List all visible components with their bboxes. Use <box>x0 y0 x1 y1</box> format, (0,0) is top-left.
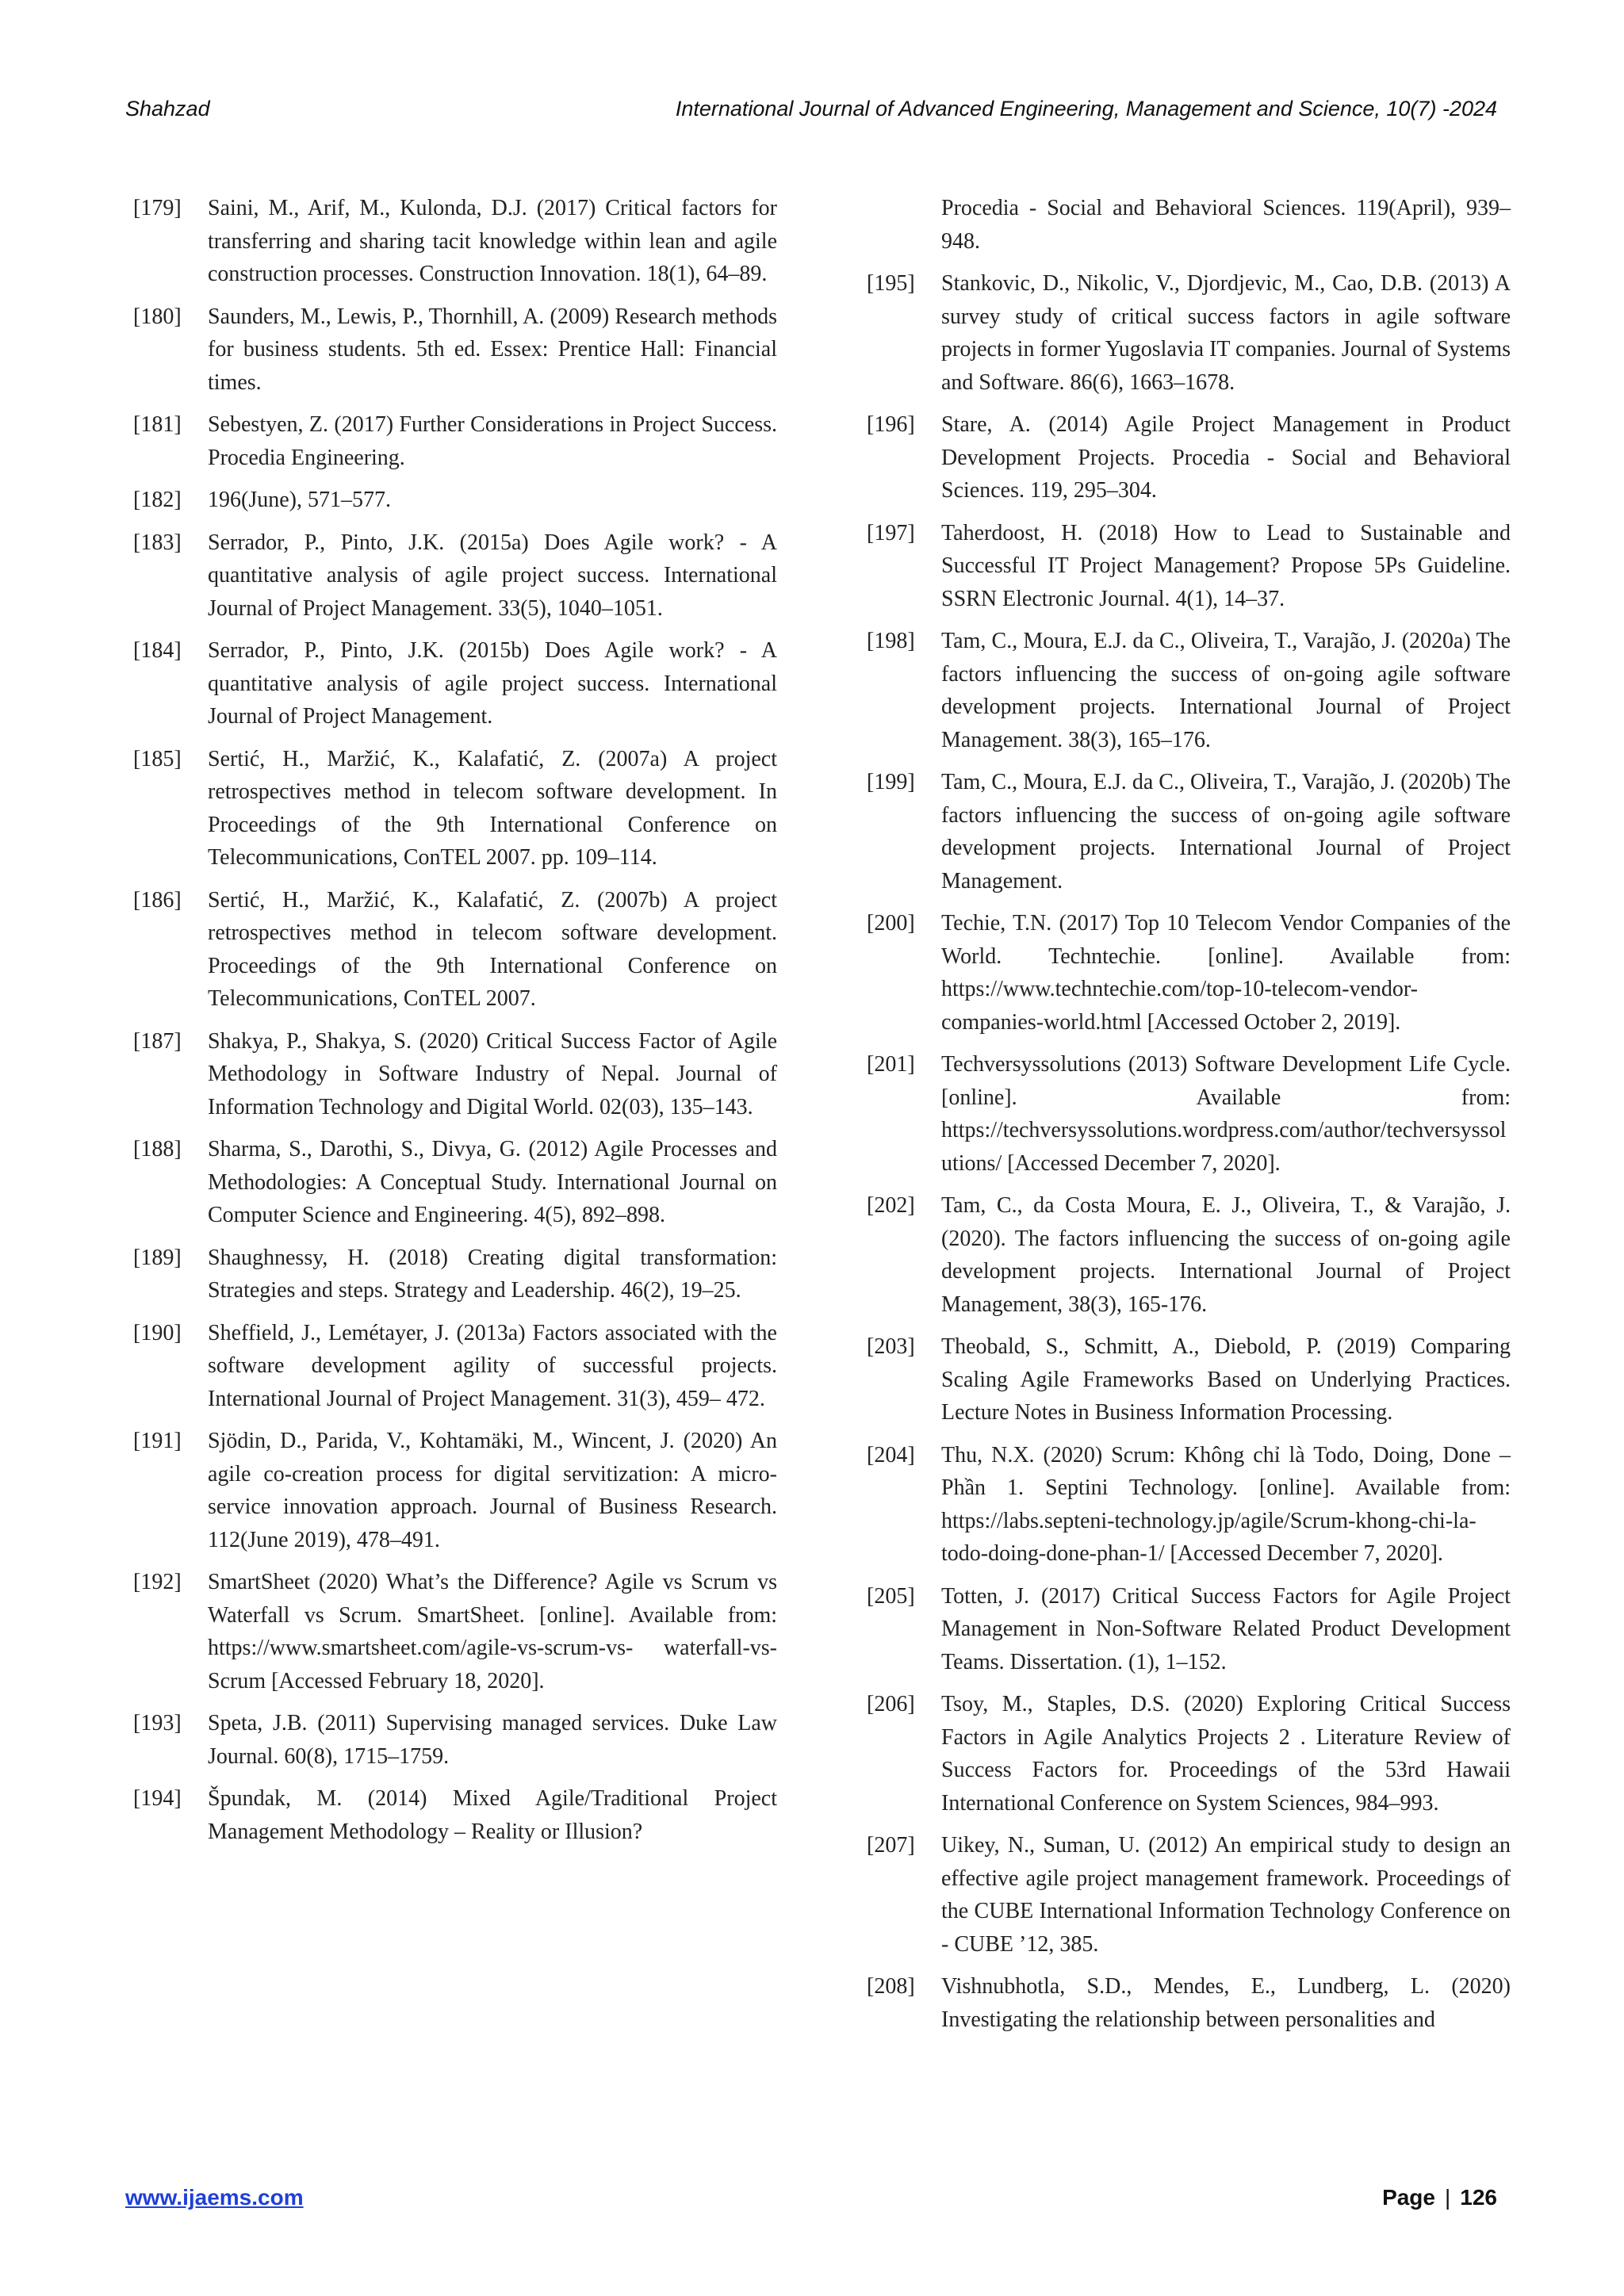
reference-number: [193] <box>133 1711 182 1735</box>
reference-number: [190] <box>133 1320 182 1345</box>
reference-item <box>133 884 777 1016</box>
reference-text: Saini, M., Arif, M., Kulonda, D.J. (2017) Critical factors for transferring and sharing tacit knowledge within lean and agile construction processes. Construction Innovation. 18(1), 64–89. <box>208 196 777 286</box>
reference-number: [187] <box>133 1028 182 1054</box>
reference-number: [189] <box>133 1245 182 1270</box>
reference-text: Saunders, M., Lewis, P., Thornhill, A. (2009) Research methods for business students. 5th ed. Essex: Prentice Hall: Financial times. <box>208 304 777 395</box>
reference-text: Tam, C., Moura, E.J. da C., Oliveira, T., Varajão, J. (2020b) The factors influencing the success of on-going agile software development projects. International Journal of Project Management. <box>941 770 1511 894</box>
reference-text: Serrador, P., Pinto, J.K. (2015b) Does Agile work? - A quantitative analysis of agile project success. International Journal of Project Management. <box>208 638 777 729</box>
reference-text: Shakya, P., Shakya, S. (2020) Critical Success Factor of Agile Methodology in Software Industry of Nepal. Journal of Information Technology and Digital World. 02(03), 135–143. <box>208 1028 777 1119</box>
reference-item <box>133 300 777 400</box>
reference-number: [196] <box>867 412 915 437</box>
reference-item <box>867 907 1511 1039</box>
reference-text: Serrador, P., Pinto, J.K. (2015a) Does Agile work? - A quantitative analysis of agile project success. International Journal of Project Management. 33(5), 1040–1051. <box>208 530 777 621</box>
reference-text: Tam, C., da Costa Moura, E. J., Oliveira, T., & Varajão, J. (2020). The factors influencing the success of on-going agile development projects. International Journal of Project Management, 38(3), 165-176. <box>941 1193 1511 1317</box>
reference-item <box>133 1025 777 1124</box>
reference-text: Sebestyen, Z. (2017) Further Considerations in Project Success. Procedia Engineering. <box>208 412 777 470</box>
reference-text: Sertić, H., Maržić, K., Kalafatić, Z. (2007a) A project retrospectives method in telecom software development. In Proceedings of the 9th International Conference on Telecommunications, ConTEL 2007. pp. 109–114. <box>208 746 777 870</box>
reference-number: [201] <box>867 1052 915 1077</box>
reference-item <box>133 1707 777 1773</box>
page-label: Page <box>1382 2185 1435 2210</box>
reference-number: [200] <box>867 911 915 936</box>
reference-number: [198] <box>867 629 915 653</box>
reference-item <box>867 1439 1511 1571</box>
reference-item <box>133 743 777 874</box>
reference-text: Shaughnessy, H. (2018) Creating digital transformation: Strategies and steps. Strategy and Leadership. 46(2), 19–25. <box>208 1245 777 1303</box>
reference-item <box>867 517 1511 616</box>
reference-text: 196(June), 571–577. <box>208 488 391 512</box>
reference-item <box>133 1566 777 1697</box>
reference-text: Taherdoost, H. (2018) How to Lead to Sustainable and Successful IT Project Management? Propose 5Ps Guideline. SSRN Electronic Journal. 4(1), 14–37. <box>941 520 1511 611</box>
reference-item <box>133 484 777 517</box>
reference-number: [204] <box>867 1442 915 1468</box>
reference-text: Tsoy, M., Staples, D.S. (2020) Exploring Critical Success Factors in Agile Analytics Projects 2 . Literature Review of Success Factors for. Proceedings of the 53rd Hawaii International Conference on System Sciences, 984–993. <box>941 1692 1511 1816</box>
reference-item <box>867 1829 1511 1961</box>
reference-item <box>133 634 777 733</box>
page-number: 126 <box>1460 2185 1497 2210</box>
reference-text: Techie, T.N. (2017) Top 10 Telecom Vendor Companies of the World. Techntechie. [online]. Available from: https://www.techntechie.com/top-10-telecom-vendor-companies-world.html [Accessed October 2, 2019]. <box>941 911 1511 1035</box>
references-column-left <box>133 192 777 1858</box>
reference-text: Špundak, M. (2014) Mixed Agile/Traditional Project Management Methodology – Reality or Illusion? <box>208 1786 777 1844</box>
reference-item <box>133 1133 777 1232</box>
reference-number: [188] <box>133 1137 182 1161</box>
reference-number: [197] <box>867 520 915 545</box>
reference-number: [202] <box>867 1193 915 1218</box>
reference-number: [199] <box>867 770 915 794</box>
reference-item <box>867 408 1511 507</box>
reference-item <box>867 1580 1511 1679</box>
reference-number: [184] <box>133 638 182 663</box>
reference-number: [192] <box>133 1570 182 1594</box>
reference-item <box>867 1330 1511 1429</box>
reference-item <box>867 625 1511 756</box>
reference-number: [180] <box>133 304 182 329</box>
reference-item <box>867 1189 1511 1321</box>
reference-text: Sharma, S., Darothi, S., Divya, G. (2012) Agile Processes and Methodologies: A Conceptual Study. International Journal on Computer Science and Engineering. 4(5), 892–898. <box>208 1137 777 1227</box>
reference-text: Theobald, S., Schmitt, A., Diebold, P. (2019) Comparing Scaling Agile Frameworks Based on Underlying Practices. Lecture Notes in Business Information Processing. <box>941 1334 1511 1425</box>
reference-number: [185] <box>133 746 182 771</box>
reference-text: Totten, J. (2017) Critical Success Factors for Agile Project Management in Non-Software Related Product Development Teams. Dissertation. (1), 1–152. <box>941 1583 1511 1674</box>
page-number-label <box>1382 2185 1497 2210</box>
reference-number: [205] <box>867 1583 915 1609</box>
reference-text: Stankovic, D., Nikolic, V., Djordjevic, M., Cao, D.B. (2013) A survey study of critical success factors in agile software projects in former Yugoslavia IT companies. Journal of Systems and Software. 86(6), 1663–1678. <box>941 271 1511 395</box>
reference-text: Thu, N.X. (2020) Scrum: Không chỉ là Todo, Doing, Done – Phần 1. Septini Technology. [online]. Available from: https://labs.septeni-technology.jp/agile/Scrum-khong-chi-la- todo-doing-done-phan-1/ [Accessed December 7, 2020]. <box>941 1442 1511 1566</box>
reference-number: [207] <box>867 1833 915 1858</box>
reference-text: Sjödin, D., Parida, V., Kohtamäki, M., Wincent, J. (2020) An agile co-creation process for digital servitization: A micro-service innovation approach. Journal of Business Research. 112(June 2019), 478–491. <box>208 1429 777 1552</box>
reference-text: Tam, C., Moura, E.J. da C., Oliveira, T., Varajão, J. (2020a) The factors influencing the success of on-going agile software development projects. International Journal of Project Management. 38(3), 165–176. <box>941 629 1511 752</box>
reference-number: [186] <box>133 887 182 913</box>
reference-text: Vishnubhotla, S.D., Mendes, E., Lundberg, L. (2020) Investigating the relationship between personalities and <box>941 1974 1511 2032</box>
journal-website-link[interactable]: www.ijaems.com <box>125 2185 304 2210</box>
reference-item <box>867 1688 1511 1820</box>
reference-text: Procedia - Social and Behavioral Sciences. 119(April), 939–948. <box>941 196 1511 254</box>
reference-item <box>133 1242 777 1307</box>
page-separator: | <box>1445 2185 1451 2210</box>
reference-number: [182] <box>133 488 182 512</box>
reference-number: [181] <box>133 412 182 437</box>
reference-number: [195] <box>867 271 915 296</box>
reference-text: Speta, J.B. (2011) Supervising managed services. Duke Law Journal. 60(8), 1715–1759. <box>208 1711 777 1769</box>
reference-number: [191] <box>133 1429 182 1453</box>
reference-text: Stare, A. (2014) Agile Project Management in Product Development Projects. Procedia - Social and Behavioral Sciences. 119, 295–304. <box>941 412 1511 503</box>
reference-number: [194] <box>133 1786 182 1811</box>
header-author: Shahzad <box>125 97 210 121</box>
reference-text: Sertić, H., Maržić, K., Kalafatić, Z. (2007b) A project retrospectives method in telecom software development. Proceedings of the 9th International Conference on Telecommunications, ConTEL 2007. <box>208 887 777 1011</box>
reference-item <box>133 1782 777 1848</box>
reference-text: Sheffield, J., Lemétayer, J. (2013a) Factors associated with the software development agility of successful projects. International Journal of Project Management. 31(3), 459– 472. <box>208 1320 777 1411</box>
reference-item <box>133 1425 777 1556</box>
reference-number: [179] <box>133 196 182 220</box>
header-journal-title: International Journal of Advanced Engineering, Management and Science, 10(7) -2024 <box>675 97 1497 121</box>
reference-item <box>867 267 1511 399</box>
reference-text: SmartSheet (2020) What’s the Difference? Agile vs Scrum vs Waterfall vs Scrum. SmartSheet. [online]. Available from: https://www.smartsheet.com/agile-vs-scrum-vs- waterfall-vs-Scrum [Accessed February 18, 2020]. <box>208 1570 777 1693</box>
reference-number: [203] <box>867 1334 915 1359</box>
reference-number: [206] <box>867 1692 915 1716</box>
references-column-right <box>867 192 1511 2045</box>
reference-text: Uikey, N., Suman, U. (2012) An empirical study to design an effective agile project management framework. Proceedings of the CUBE International Information Technology Conference on - CUBE ’12, 385. <box>941 1833 1511 1957</box>
reference-number: [183] <box>133 530 182 555</box>
reference-item <box>867 1048 1511 1180</box>
reference-number: [208] <box>867 1974 915 1999</box>
reference-item <box>133 408 777 474</box>
reference-item <box>133 526 777 626</box>
reference-item <box>133 192 777 291</box>
reference-continuation <box>867 192 1511 258</box>
reference-item <box>867 766 1511 897</box>
reference-text: Techversyssolutions (2013) Software Development Life Cycle. [online]. Available from: https://techversyssolutions.wordpress.com/author/techversyssolutions/ [Accessed December 7, 2020]. <box>941 1052 1511 1176</box>
reference-item <box>133 1317 777 1416</box>
reference-item <box>867 1970 1511 2036</box>
